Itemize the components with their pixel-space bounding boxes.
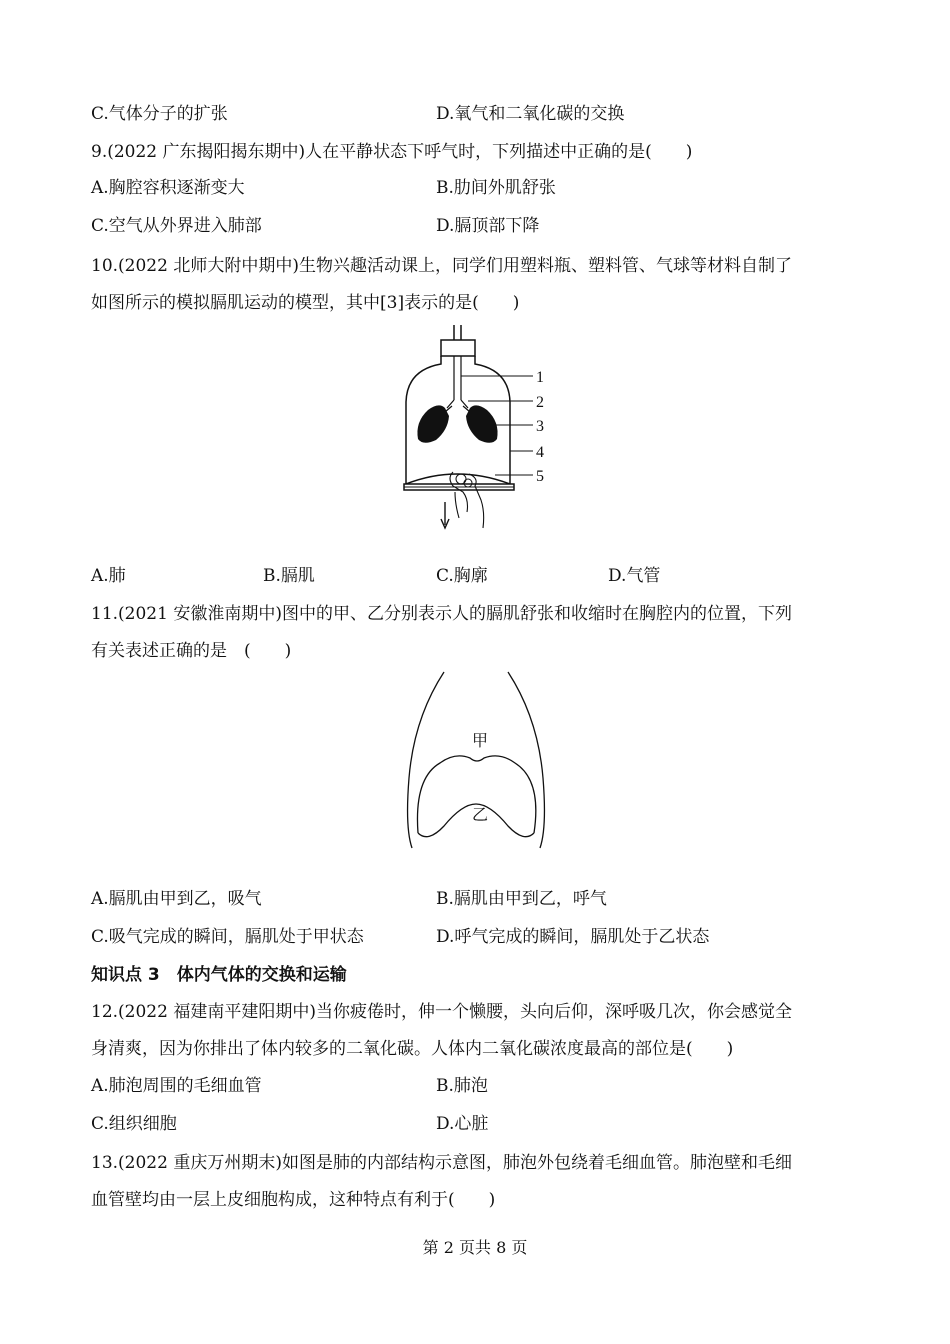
q9-option-d: D.膈顶部下降 <box>436 216 540 236</box>
chest-wall-right <box>508 672 544 848</box>
label-yi: 乙 <box>472 805 489 824</box>
page-footer: 第 2 页共 8 页 <box>422 1238 528 1257</box>
q9-option-c: C.空气从外界进入肺部 <box>91 216 262 236</box>
label-5: 5 <box>536 468 544 485</box>
q13-stem-line1: 13.(2022 重庆万州期末)如图是肺的内部结构示意图，肺泡外包绕着毛细血管。肺泡壁和毛细 <box>91 1153 792 1173</box>
stopper-shape <box>441 340 475 356</box>
q12-option-b: B.肺泡 <box>436 1076 488 1096</box>
left-lung-balloon <box>417 405 449 442</box>
q9-option-b: B.肋间外肌舒张 <box>436 178 556 198</box>
q8-option-c: C.气体分子的扩张 <box>91 104 228 124</box>
q11-stem-line2: 有关表述正确的是 ( ) <box>91 641 292 661</box>
q8-option-d: D.氧气和二氧化碳的交换 <box>436 104 625 124</box>
q12-option-d: D.心脏 <box>436 1114 489 1134</box>
q11-option-a: A.膈肌由甲到乙，吸气 <box>91 889 262 909</box>
chest-wall-left <box>408 672 444 848</box>
right-lung-balloon <box>466 405 498 442</box>
q9-option-a: A.胸腔容积逐渐变大 <box>91 178 245 198</box>
q10-stem-line2: 如图所示的模拟膈肌运动的模型，其中[3]表示的是( ) <box>91 293 520 313</box>
hand-illustration <box>450 472 484 528</box>
q9-stem: 9.(2022 广东揭阳揭东期中)人在平静状态下呼气时，下列描述中正确的是( ) <box>91 142 693 162</box>
q10-option-a: A.肺 <box>91 566 126 586</box>
q11-option-d: D.呼气完成的瞬间，膈肌处于乙状态 <box>436 927 710 947</box>
q10-stem-line1: 10.(2022 北师大附中期中)生物兴趣活动课上，同学们用塑料瓶、塑料管、气球等材料自制了 <box>91 256 792 276</box>
q12-option-a: A.肺泡周围的毛细血管 <box>91 1076 262 1096</box>
section-heading: 知识点 3 体内气体的交换和运输 <box>91 965 347 985</box>
q12-option-c: C.组织细胞 <box>91 1114 177 1134</box>
label-3: 3 <box>536 418 544 435</box>
diaphragm-model-figure <box>395 322 560 534</box>
label-4: 4 <box>536 444 544 461</box>
label-2: 2 <box>536 394 544 411</box>
q11-stem-line1: 11.(2021 安徽淮南期中)图中的甲、乙分别表示人的膈肌舒张和收缩时在胸腔内的位置，下列 <box>91 604 792 624</box>
q10-option-d: D.气管 <box>608 566 661 586</box>
q10-option-c: C.胸廓 <box>436 566 488 586</box>
q11-option-b: B.膈肌由甲到乙，呼气 <box>436 889 607 909</box>
diaphragm-position-figure <box>400 668 552 853</box>
q11-option-c: C.吸气完成的瞬间，膈肌处于甲状态 <box>91 927 364 947</box>
q12-stem-line2: 身清爽，因为你排出了体内较多的二氧化碳。人体内二氧化碳浓度最高的部位是( ) <box>91 1039 734 1059</box>
label-1: 1 <box>536 369 544 386</box>
q12-stem-line1: 12.(2022 福建南平建阳期中)当你疲倦时，伸一个懒腰，头向后仰，深呼吸几次，你会感觉全 <box>91 1002 792 1022</box>
label-jia: 甲 <box>472 731 489 750</box>
q13-stem-line2: 血管壁均由一层上皮细胞构成，这种特点有利于( ) <box>91 1190 496 1210</box>
q10-option-b: B.膈肌 <box>263 566 315 586</box>
